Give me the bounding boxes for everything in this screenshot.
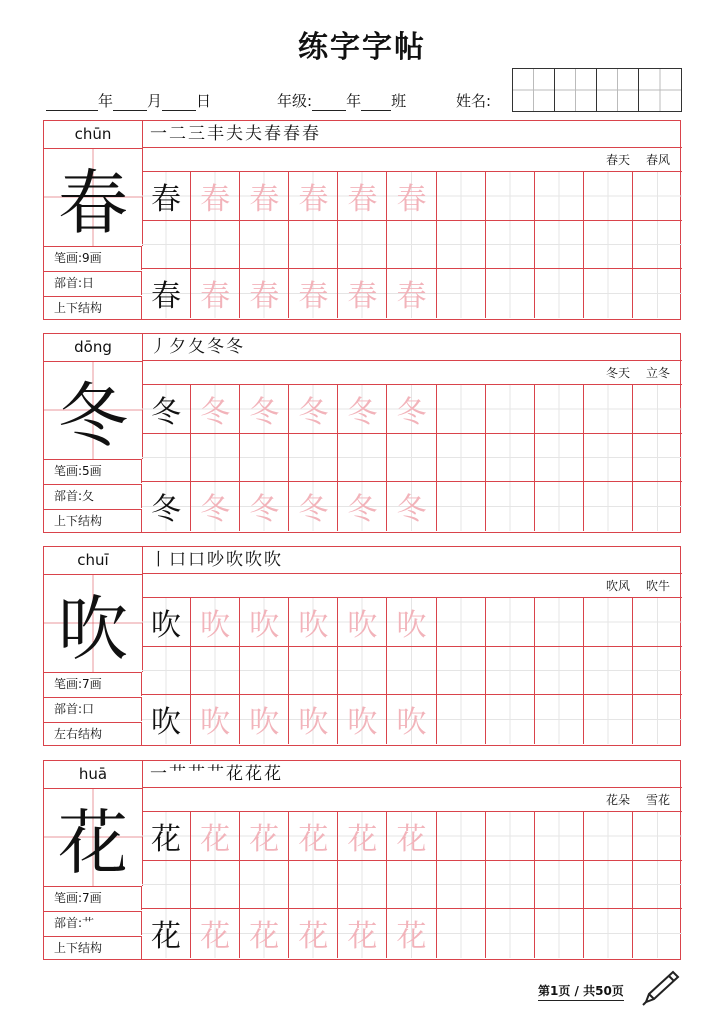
- page-title: 练字字帖: [298, 30, 426, 65]
- stroke-count: 笔画:7画: [44, 886, 142, 910]
- grade-blank[interactable]: [312, 96, 346, 111]
- practice-cell[interactable]: [338, 647, 387, 696]
- stroke-step: 花: [245, 764, 264, 784]
- practice-cell[interactable]: [486, 434, 535, 483]
- practice-cell[interactable]: 春: [142, 172, 191, 221]
- practice-cell[interactable]: [535, 647, 584, 696]
- stroke-count: 笔画:5画: [44, 459, 142, 483]
- practice-cell[interactable]: [437, 482, 486, 531]
- practice-cell[interactable]: [633, 221, 682, 270]
- practice-cell[interactable]: 冬: [338, 385, 387, 434]
- practice-cell[interactable]: [240, 221, 289, 270]
- practice-cell[interactable]: [584, 812, 633, 861]
- radical: 部首:夂: [44, 484, 142, 508]
- radical: 部首:艹: [44, 911, 142, 935]
- practice-cell[interactable]: [584, 269, 633, 318]
- practice-cell[interactable]: [486, 385, 535, 434]
- practice-cell[interactable]: [387, 647, 436, 696]
- practice-cell[interactable]: 春: [289, 172, 338, 221]
- practice-cell[interactable]: 冬: [338, 482, 387, 531]
- example-word: 春天: [605, 153, 630, 167]
- practice-cell[interactable]: [289, 434, 338, 483]
- practice-cell[interactable]: [633, 482, 682, 531]
- stroke-step: 冬: [207, 337, 226, 357]
- stroke-step: 口: [169, 550, 188, 570]
- practice-cell[interactable]: 冬: [240, 482, 289, 531]
- month-blank[interactable]: [113, 96, 147, 111]
- practice-cell[interactable]: [486, 221, 535, 270]
- practice-cell[interactable]: [535, 812, 584, 861]
- practice-cell[interactable]: 冬: [289, 482, 338, 531]
- grade-year-label: 年: [346, 92, 362, 110]
- practice-cell[interactable]: [142, 221, 191, 270]
- name-grid[interactable]: [512, 68, 682, 112]
- practice-cell[interactable]: 春: [289, 269, 338, 318]
- practice-cell[interactable]: 吹: [338, 695, 387, 744]
- practice-cell[interactable]: [584, 909, 633, 958]
- stroke-step: 春: [283, 124, 302, 144]
- practice-cell[interactable]: [535, 385, 584, 434]
- practice-cell[interactable]: 冬: [387, 482, 436, 531]
- practice-cell[interactable]: [486, 909, 535, 958]
- practice-cell[interactable]: 春: [240, 269, 289, 318]
- stroke-step: 三: [188, 124, 207, 144]
- practice-cell[interactable]: [535, 434, 584, 483]
- practice-cell[interactable]: [142, 434, 191, 483]
- structure: 上下结构: [44, 296, 142, 320]
- practice-cell[interactable]: [142, 861, 191, 910]
- practice-cell[interactable]: [387, 861, 436, 910]
- practice-cell[interactable]: [486, 861, 535, 910]
- practice-cell[interactable]: 花: [240, 909, 289, 958]
- practice-cell[interactable]: 冬: [142, 482, 191, 531]
- practice-cell[interactable]: [191, 647, 240, 696]
- stroke-step: 夫: [245, 124, 264, 144]
- practice-cell[interactable]: [437, 647, 486, 696]
- practice-cell[interactable]: [633, 434, 682, 483]
- practice-cell[interactable]: [633, 695, 682, 744]
- radical: 部首:日: [44, 271, 142, 295]
- practice-cell[interactable]: [240, 861, 289, 910]
- practice-cell[interactable]: [387, 221, 436, 270]
- example-word: 冬天: [605, 366, 630, 380]
- practice-cell[interactable]: [338, 434, 387, 483]
- character-block: [43, 120, 681, 320]
- example-word: 花朵: [605, 793, 630, 807]
- practice-cell[interactable]: [338, 221, 387, 270]
- practice-cell[interactable]: [486, 812, 535, 861]
- character-block: [43, 546, 681, 746]
- practice-cell[interactable]: 花: [338, 909, 387, 958]
- practice-cell[interactable]: 春: [191, 269, 240, 318]
- practice-cell[interactable]: [437, 172, 486, 221]
- practice-cell[interactable]: [437, 434, 486, 483]
- practice-cell[interactable]: 春: [338, 269, 387, 318]
- day-blank[interactable]: [162, 96, 196, 111]
- practice-cell[interactable]: 吹: [387, 598, 436, 647]
- practice-cell[interactable]: 冬: [240, 385, 289, 434]
- date-line: [46, 90, 211, 111]
- practice-cell[interactable]: 冬: [289, 385, 338, 434]
- example-words: [142, 574, 682, 598]
- practice-cell[interactable]: [584, 695, 633, 744]
- stroke-step: 花: [264, 764, 283, 784]
- name-cell[interactable]: [597, 69, 639, 111]
- practice-cell[interactable]: [584, 482, 633, 531]
- practice-cell[interactable]: 吹: [191, 598, 240, 647]
- character-block: [43, 333, 681, 533]
- practice-cell[interactable]: [486, 172, 535, 221]
- day-label: 日: [196, 92, 212, 110]
- grade-label: 年级:: [277, 92, 313, 110]
- practice-cell[interactable]: [486, 482, 535, 531]
- practice-cell[interactable]: 吹: [338, 598, 387, 647]
- practice-grid: [142, 385, 682, 531]
- practice-cell[interactable]: 吹: [142, 695, 191, 744]
- stroke-step: 夫: [226, 124, 245, 144]
- stroke-step: 吹: [245, 550, 264, 570]
- practice-cell[interactable]: 花: [191, 812, 240, 861]
- stroke-step: 花: [226, 764, 245, 784]
- practice-cell[interactable]: [437, 861, 486, 910]
- practice-cell[interactable]: [191, 221, 240, 270]
- practice-cell[interactable]: [486, 695, 535, 744]
- stroke-order: [142, 121, 682, 148]
- stroke-step: 丨: [150, 550, 169, 570]
- practice-cell[interactable]: 冬: [142, 385, 191, 434]
- stroke-step: 艹: [207, 764, 226, 784]
- practice-cell[interactable]: [584, 172, 633, 221]
- stroke-count: 笔画:7画: [44, 672, 142, 696]
- practice-cell[interactable]: [437, 385, 486, 434]
- structure: 上下结构: [44, 936, 142, 960]
- example-word: 雪花: [645, 793, 670, 807]
- pinyin-label: chūn: [44, 121, 143, 149]
- practice-cell[interactable]: [535, 598, 584, 647]
- practice-cell[interactable]: 花: [142, 812, 191, 861]
- practice-cell[interactable]: [633, 598, 682, 647]
- practice-cell[interactable]: 吹: [142, 598, 191, 647]
- practice-cell[interactable]: 春: [387, 172, 436, 221]
- stroke-step: 丰: [207, 124, 226, 144]
- practice-cell[interactable]: [633, 909, 682, 958]
- practice-cell[interactable]: [584, 385, 633, 434]
- practice-cell[interactable]: 花: [338, 812, 387, 861]
- practice-grid: [142, 172, 682, 318]
- year-label: 年: [98, 92, 114, 110]
- practice-cell[interactable]: [633, 385, 682, 434]
- practice-cell[interactable]: 春: [240, 172, 289, 221]
- practice-cell[interactable]: [191, 861, 240, 910]
- practice-cell[interactable]: [633, 269, 682, 318]
- practice-cell[interactable]: 花: [289, 812, 338, 861]
- stroke-step: 吵: [207, 550, 226, 570]
- practice-grid: [142, 598, 682, 744]
- name-label: 姓名:: [456, 92, 492, 110]
- practice-cell[interactable]: 花: [142, 909, 191, 958]
- example-words: [142, 788, 682, 812]
- practice-cell[interactable]: [633, 172, 682, 221]
- stroke-step: 吹: [226, 550, 245, 570]
- practice-grid: [142, 812, 682, 958]
- practice-cell[interactable]: 吹: [387, 695, 436, 744]
- practice-cell[interactable]: 春: [142, 269, 191, 318]
- example-word: 吹牛: [645, 579, 670, 593]
- stroke-order: [142, 761, 682, 788]
- practice-cell[interactable]: [633, 647, 682, 696]
- practice-cell[interactable]: [633, 861, 682, 910]
- practice-cell[interactable]: [387, 434, 436, 483]
- practice-cell[interactable]: [437, 221, 486, 270]
- stroke-step: 吹: [264, 550, 283, 570]
- practice-cell[interactable]: [584, 647, 633, 696]
- practice-cell[interactable]: 冬: [191, 482, 240, 531]
- practice-cell[interactable]: 冬: [191, 385, 240, 434]
- practice-cell[interactable]: 花: [387, 812, 436, 861]
- year-blank[interactable]: [46, 96, 98, 111]
- stroke-step: 艹: [169, 764, 188, 784]
- practice-cell[interactable]: [584, 434, 633, 483]
- grade-line: [277, 90, 406, 111]
- stroke-step: 丿: [150, 337, 169, 357]
- stroke-step: 春: [302, 124, 321, 144]
- practice-cell[interactable]: [437, 909, 486, 958]
- structure: 左右结构: [44, 722, 142, 746]
- class-label: 班: [391, 92, 407, 110]
- practice-cell[interactable]: [289, 647, 338, 696]
- practice-cell[interactable]: [535, 482, 584, 531]
- radical: 部首:口: [44, 697, 142, 721]
- model-character: 春: [44, 148, 143, 246]
- structure: 上下结构: [44, 509, 142, 533]
- practice-cell[interactable]: 吹: [289, 695, 338, 744]
- practice-cell[interactable]: [437, 598, 486, 647]
- practice-cell[interactable]: [486, 269, 535, 318]
- name-cell[interactable]: [555, 69, 597, 111]
- example-words: [142, 148, 682, 172]
- practice-cell[interactable]: [191, 434, 240, 483]
- stroke-step: 二: [169, 124, 188, 144]
- class-blank[interactable]: [361, 96, 391, 111]
- month-label: 月: [147, 92, 163, 110]
- practice-cell[interactable]: 花: [240, 812, 289, 861]
- pen-icon: [640, 968, 682, 1006]
- practice-cell[interactable]: 花: [191, 909, 240, 958]
- practice-cell[interactable]: [633, 812, 682, 861]
- name-cell[interactable]: [639, 69, 681, 111]
- name-cell[interactable]: [513, 69, 555, 111]
- practice-cell[interactable]: 吹: [240, 598, 289, 647]
- stroke-step: 艹: [188, 764, 207, 784]
- stroke-order: [142, 547, 682, 574]
- practice-cell[interactable]: [486, 647, 535, 696]
- practice-cell[interactable]: [437, 269, 486, 318]
- model-character: 吹: [44, 574, 143, 672]
- practice-cell[interactable]: 春: [338, 172, 387, 221]
- stroke-step: 夂: [188, 337, 207, 357]
- practice-cell[interactable]: [289, 861, 338, 910]
- example-word: 吹风: [605, 579, 630, 593]
- stroke-step: 春: [264, 124, 283, 144]
- practice-cell[interactable]: 春: [191, 172, 240, 221]
- practice-cell[interactable]: 花: [289, 909, 338, 958]
- example-word: 春风: [645, 153, 670, 167]
- practice-cell[interactable]: [584, 598, 633, 647]
- example-words: [142, 361, 682, 385]
- practice-cell[interactable]: [535, 695, 584, 744]
- practice-cell[interactable]: [535, 172, 584, 221]
- pinyin-label: dōng: [44, 334, 143, 362]
- model-character: 冬: [44, 361, 143, 459]
- page-indicator: 第1页 / 共50页: [538, 982, 624, 1001]
- practice-cell[interactable]: [535, 269, 584, 318]
- stroke-step: 夕: [169, 337, 188, 357]
- practice-cell[interactable]: [142, 647, 191, 696]
- practice-cell[interactable]: [437, 695, 486, 744]
- practice-cell[interactable]: 春: [387, 269, 436, 318]
- stroke-step: 口: [188, 550, 207, 570]
- model-character: 花: [44, 788, 143, 886]
- character-block: [43, 760, 681, 960]
- practice-cell[interactable]: [584, 221, 633, 270]
- practice-cell[interactable]: [486, 598, 535, 647]
- practice-cell[interactable]: 花: [387, 909, 436, 958]
- practice-cell[interactable]: [240, 647, 289, 696]
- practice-cell[interactable]: 吹: [289, 598, 338, 647]
- pinyin-label: chuī: [44, 547, 143, 575]
- practice-cell[interactable]: 吹: [240, 695, 289, 744]
- practice-cell[interactable]: [289, 221, 338, 270]
- practice-cell[interactable]: [535, 909, 584, 958]
- stroke-step: 一: [150, 124, 169, 144]
- stroke-step: 一: [150, 764, 169, 784]
- practice-cell[interactable]: [535, 221, 584, 270]
- practice-cell[interactable]: [584, 861, 633, 910]
- stroke-count: 笔画:9画: [44, 246, 142, 270]
- stroke-order: [142, 334, 682, 361]
- practice-cell[interactable]: 冬: [387, 385, 436, 434]
- practice-cell[interactable]: 吹: [191, 695, 240, 744]
- stroke-step: 冬: [226, 337, 245, 357]
- practice-cell[interactable]: [535, 861, 584, 910]
- pinyin-label: huā: [44, 761, 143, 789]
- example-word: 立冬: [645, 366, 670, 380]
- practice-cell[interactable]: [338, 861, 387, 910]
- practice-cell[interactable]: [240, 434, 289, 483]
- practice-cell[interactable]: [437, 812, 486, 861]
